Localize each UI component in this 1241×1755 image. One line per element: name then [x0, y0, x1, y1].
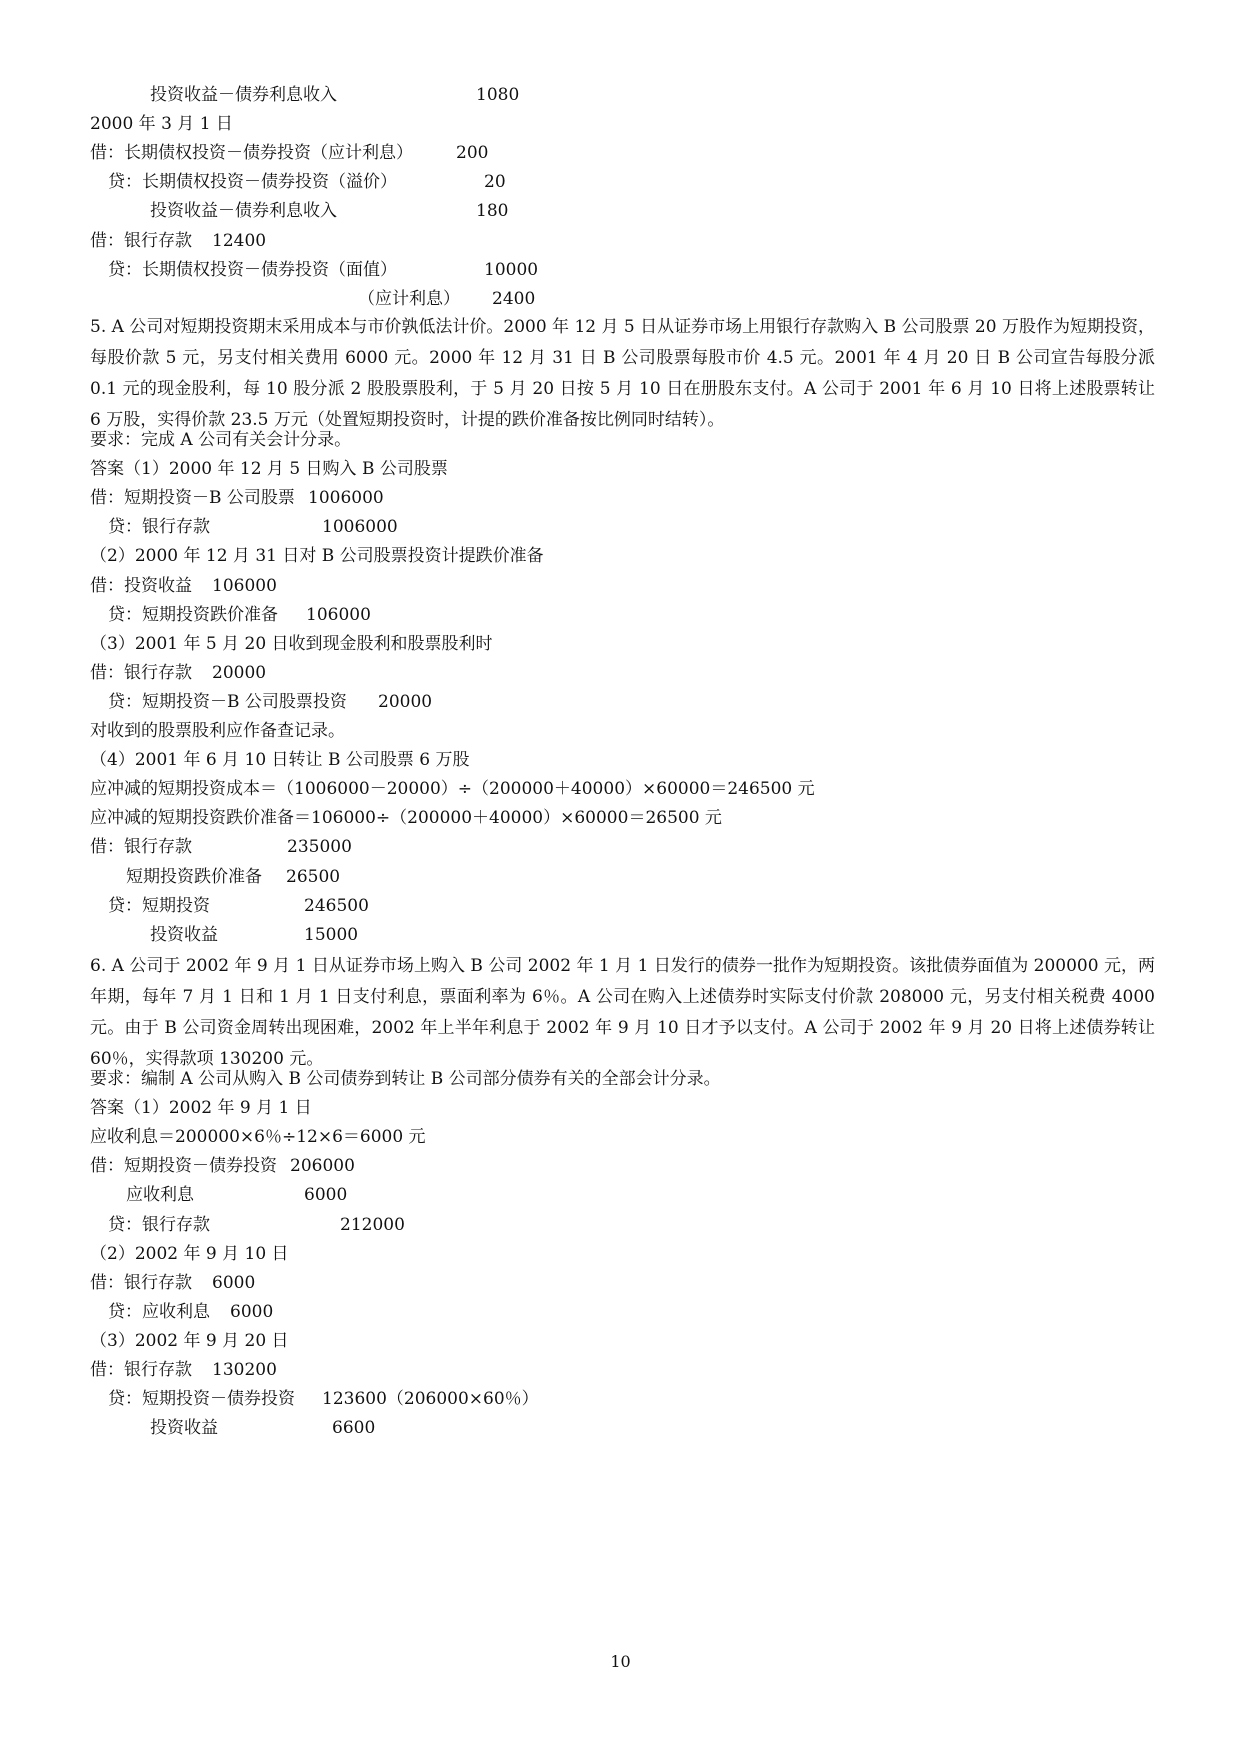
entry-amount: 2400: [492, 288, 536, 309]
entry-text: 投资收益－债券利息收入: [150, 85, 337, 105]
page-number: 10: [610, 1652, 631, 1671]
entry-text: 贷：应收利息: [108, 1301, 210, 1322]
entry-amount: 6000: [304, 1185, 348, 1206]
entry-amount: 123600（206000×60％）: [322, 1389, 539, 1410]
entry-amount: 235000: [287, 837, 352, 858]
entry-amount: 15000: [304, 924, 359, 945]
entry-text: 应收利息＝200000×6％÷12×6＝6000 元: [90, 1127, 426, 1148]
entry-text: 贷：短期投资: [108, 895, 210, 916]
entry-text: 借：长期债权投资－债券投资（应计利息）: [90, 143, 413, 164]
entry-amount: 10000: [484, 259, 539, 280]
entry-amount: 6000: [230, 1301, 274, 1322]
entry-text: （4）2001 年 6 月 10 日转让 B 公司股票 6 万股: [90, 750, 470, 771]
entry-text: 借：银行存款: [90, 662, 192, 683]
entry-text: 借：银行存款: [90, 1272, 192, 1293]
entry-text: （3）2001 年 5 月 20 日收到现金股利和股票股利时: [90, 633, 493, 654]
entry-text: （2）2000 年 12 月 31 日对 B 公司股票投资计提跌价准备: [90, 546, 544, 567]
entry-text: 贷：长期债权投资－债券投资（面值）: [108, 259, 397, 280]
entry-amount: 1080: [476, 85, 520, 105]
entry-amount: 206000: [290, 1156, 355, 1177]
entry-text: 投资收益: [150, 1418, 218, 1439]
entry-text: 借：短期投资－债券投资: [90, 1156, 277, 1177]
entry-amount: 6600: [332, 1418, 376, 1439]
entry-text: 答案（1）2000 年 12 月 5 日购入 B 公司股票: [90, 459, 448, 480]
entry-text: 应冲减的短期投资成本＝（1006000－20000）÷（200000＋40000）×60000＝246500 元: [90, 779, 815, 800]
entry-amount: 1006000: [308, 488, 384, 509]
entry-text: 对收到的股票股利应作备查记录。: [90, 721, 345, 741]
entry-amount: 12400: [212, 230, 267, 251]
entry-amount: 200: [456, 143, 489, 164]
entry-text: 应收利息: [126, 1185, 194, 1206]
entry-text: （应计利息）: [358, 288, 460, 309]
entry-amount: 246500: [304, 895, 369, 916]
entry-text: 应冲减的短期投资跌价准备＝106000÷（200000＋40000）×60000＝26500 元: [90, 808, 722, 829]
entry-amount: 26500: [286, 866, 341, 887]
entry-text: 要求：编制 A 公司从购入 B 公司债券到转让 B 公司部分债券有关的全部会计分录。: [90, 1069, 721, 1089]
entry-amount: 106000: [306, 604, 371, 625]
entry-text: 借：银行存款: [90, 837, 192, 858]
entry-text: 贷：长期债权投资－债券投资（溢价）: [108, 172, 397, 193]
entry-text: 借：银行存款: [90, 230, 192, 251]
entry-text: 贷：短期投资－B 公司股票投资: [108, 691, 347, 712]
entry-amount: 20000: [212, 662, 267, 683]
entry-amount: 180: [476, 201, 509, 222]
entry-amount: 212000: [340, 1214, 405, 1235]
entry-text: 贷：短期投资－债券投资: [108, 1389, 295, 1410]
entry-text: 借：投资收益: [90, 575, 192, 596]
entry-text: （2）2002 年 9 月 10 日: [90, 1243, 289, 1264]
entry-text: 投资收益－债券利息收入: [150, 201, 337, 222]
entry-text: 投资收益: [150, 924, 218, 945]
entry-text: 2000 年 3 月 1 日: [90, 114, 233, 135]
entry-amount: 106000: [212, 575, 277, 596]
entry-amount: 130200: [212, 1360, 277, 1380]
problem-6-text: 6. A 公司于 2002 年 9 月 1 日从证券市场上购入 B 公司 2002 年 1 月 1 日发行的债券一批作为短期投资。该批债券面值为 200000 元，两年期，每年 7 月 1 日和 1 月 1 日支付利息，票面利率为 6％。A 公司在购入上述债券时实际支付价款 208000 元，另支付相关税费 4000 元。由于 B 公司资金周转出现困难，2002 年上半年利息于 2002 年 9 月 10 日才予以支付。A 公司于 2002 年 9 月 20 日将上述债券转让 60％，实得款项 130200 元。: [90, 956, 1155, 1069]
entry-text: 短期投资跌价准备: [126, 866, 262, 887]
entry-text: 答案（1）2002 年 9 月 1 日: [90, 1098, 312, 1119]
entry-text: 借：银行存款: [90, 1360, 192, 1380]
entry-text: 要求：完成 A 公司有关会计分录。: [90, 430, 352, 450]
entry-amount: 20000: [378, 691, 433, 712]
entry-text: 贷：银行存款: [108, 517, 210, 538]
entry-amount: 20: [484, 172, 506, 193]
entry-text: 借：短期投资－B 公司股票: [90, 488, 295, 509]
entry-text: （3）2002 年 9 月 20 日: [90, 1330, 289, 1351]
entry-text: 贷：短期投资跌价准备: [108, 604, 278, 625]
problem-5-text: 5. A 公司对短期投资期末采用成本与市价孰低法计价。2000 年 12 月 5 日从证券市场上用银行存款购入 B 公司股票 20 万股作为短期投资，每股价款 5 元，另支付相关费用 6000 元。2000 年 12 月 31 日 B 公司股票每股市价 4.5 元。2001 年 4 月 20 日 B 公司宣告每股分派 0.1 元的现金股利，每 10 股分派 2 股股票股利，于 5 月 20 日按 5 月 10 日在册股东支付。A 公司于 2001 年 6 月 10 日将上述股票转让 6 万股，实得价款 23.5 万元（处置短期投资时，计提的跌价准备按比例同时结转）。: [90, 317, 1155, 430]
entry-amount: 6000: [212, 1272, 256, 1293]
entry-amount: 1006000: [322, 517, 398, 538]
entry-text: 贷：银行存款: [108, 1214, 210, 1235]
